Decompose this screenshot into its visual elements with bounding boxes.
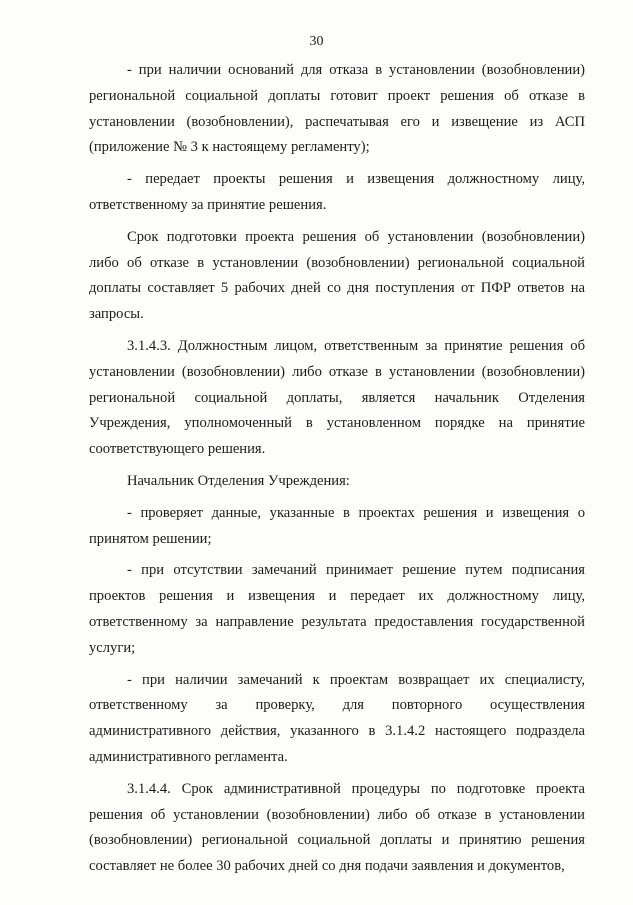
page-number: 30 — [309, 34, 324, 49]
paragraph-department-head: Начальник Отделения Учреждения: — [127, 472, 350, 489]
paragraph-3-1-4-4: 3.1.4.4. Срок административной процедуры по подготовке проекта решения об установлении (возобновлении) либо об отказе в установлении (возобновлении) региональной социальной доплаты и принятию решения составляет не более 30 рабочих дней со дня подачи заявления и документов, — [89, 780, 585, 875]
paragraph-no-remarks: - при отсутствии замечаний принимает решение путем подписания проектов решения и извещения и передает их должностному лицу, ответственному за направление результата предоставления государственной услуги; — [89, 562, 585, 656]
paragraph-preparation-term: Срок подготовки проекта решения об установлении (возобновлении) либо об отказе в установлении (возобновлении) региональной социальной доплаты составляет 5 рабочих дней со дня поступления от ПФР ответов на запросы. — [89, 228, 585, 323]
paragraph-refusal-draft: - при наличии оснований для отказа в установлении (возобновлении) региональной социальной доплаты готовит проект решения об отказе в установлении (возобновлении), распечатывая его и извещение из АСП (приложение № 3 к настоящему регламенту); — [89, 62, 585, 156]
paragraph-with-remarks: - при наличии замечаний к проектам возвращает их специалисту, ответственному за проверку, для повторного осуществления административного действия, указанного в 3.1.4.2 настоящего подраздела административного регламента. — [89, 671, 585, 765]
paragraph-3-1-4-3: 3.1.4.3. Должностным лицом, ответственным за принятие решения об установлении (возобновлении) либо отказе в установлении (возобновлении) региональной социальной доплаты, является начальник Отделения Учреждения, уполномоченный в установленном порядке на принятие соответствующего решения. — [89, 337, 585, 458]
body-text — [89, 58, 585, 880]
paragraph-checks-data: - проверяет данные, указанные в проектах решения и извещения о принятом решении; — [89, 504, 585, 547]
paragraph-transfer-drafts: - передает проекты решения и извещения должностному лицу, ответственному за принятие решения. — [89, 171, 585, 213]
